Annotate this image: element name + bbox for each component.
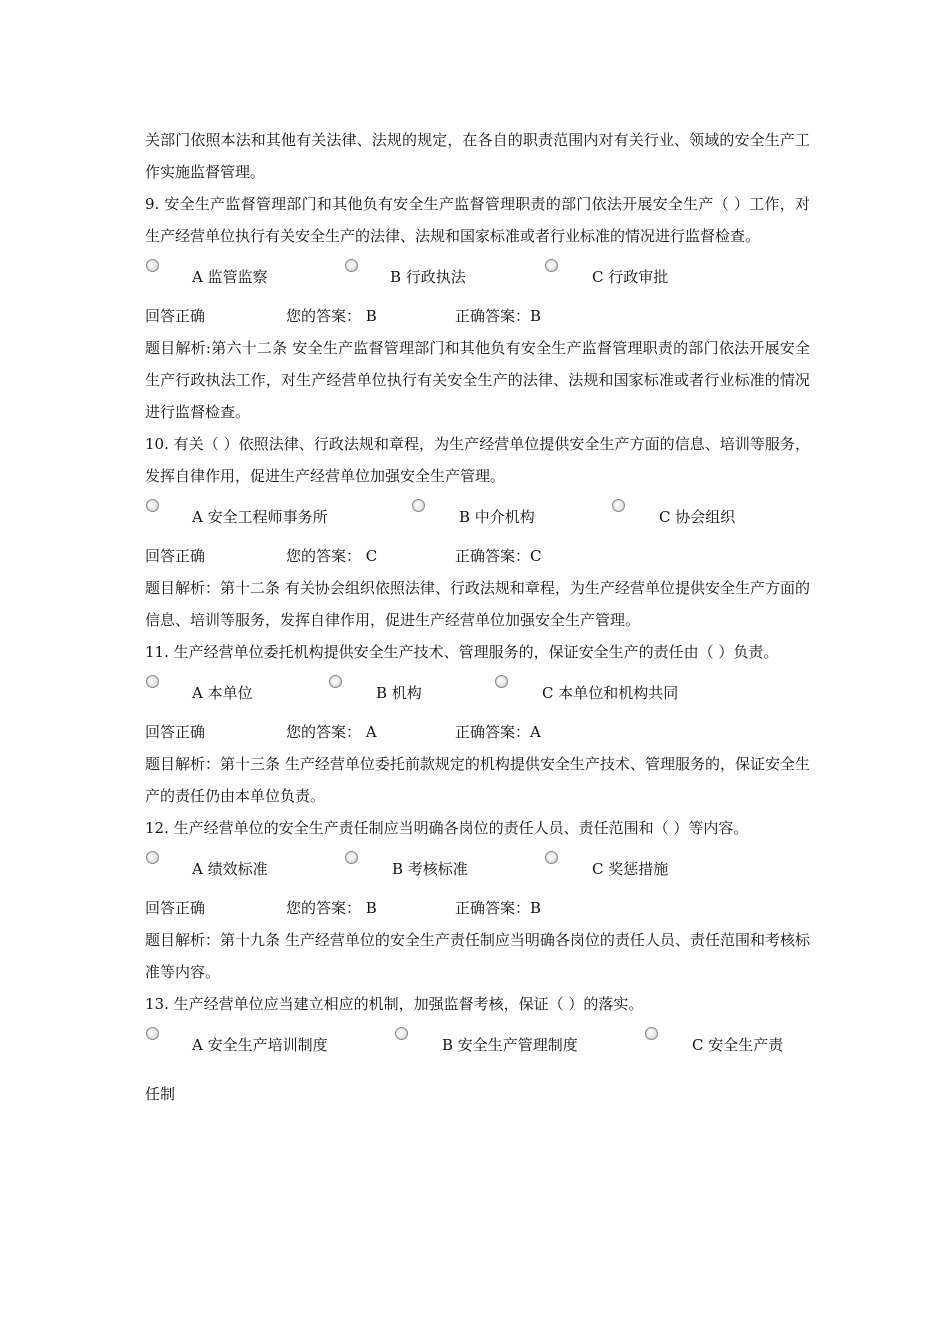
radio-button[interactable]	[395, 1027, 408, 1040]
option-label: C 安全生产责	[692, 1036, 784, 1054]
result-row	[145, 300, 810, 332]
your-answer: 您的答案： B	[286, 307, 377, 325]
question-12	[145, 812, 810, 988]
analysis-text: 题目解析：第十三条 生产经营单位委托前款规定的机构提供安全生产技术、管理服务的，保证安全生产的责任仍由本单位负责。	[145, 755, 810, 805]
radio-button[interactable]	[345, 851, 358, 864]
continuation-paragraph: 关部门依照本法和其他有关法律、法规的规定，在各自的职责范围内对有关行业、领域的安全生产工作实施监督管理。	[145, 131, 810, 181]
question-text: 10. 有关（ ）依照法律、行政法规和章程，为生产经营单位提供安全生产方面的信息、培训等服务，发挥自律作用，促进生产经营单位加强安全生产管理。	[145, 435, 810, 485]
option-label: A 监管监察	[192, 268, 268, 286]
option-label: A 安全工程师事务所	[192, 508, 328, 526]
question-10	[145, 428, 810, 636]
option-label: B 安全生产管理制度	[442, 1036, 578, 1054]
question-9	[145, 188, 810, 428]
option-label: C 协会组织	[659, 508, 736, 526]
option-label: C 奖惩措施	[592, 860, 669, 878]
status-text: 回答正确	[145, 547, 206, 565]
status-text: 回答正确	[145, 899, 206, 917]
your-answer: 您的答案： A	[286, 723, 377, 741]
correct-answer: 正确答案：B	[455, 307, 542, 325]
radio-button[interactable]	[545, 851, 558, 864]
correct-answer: 正确答案：C	[455, 547, 542, 565]
document-page	[145, 124, 810, 1125]
radio-button[interactable]	[645, 1027, 658, 1040]
question-11	[145, 636, 810, 812]
radio-button[interactable]	[412, 499, 425, 512]
analysis-text: 题目解析：第十二条 有关协会组织依照法律、行政法规和章程，为生产经营单位提供安全生产方面的信息、培训等服务，发挥自律作用，促进生产经营单位加强安全生产管理。	[145, 579, 810, 629]
analysis-text: 题目解析:第六十二条 安全生产监督管理部门和其他负有安全生产监督管理职责的部门依法开展安全生产行政执法工作，对生产经营单位执行有关安全生产的法律、法规和国家标准或者行业标准的情况进行监督检查。	[145, 339, 810, 421]
question-text: 11. 生产经营单位委托机构提供安全生产技术、管理服务的，保证安全生产的责任由（ ）负责。	[145, 643, 779, 661]
question-text: 13. 生产经营单位应当建立相应的机制，加强监督考核，保证（ ）的落实。	[145, 995, 644, 1013]
analysis-text: 题目解析：第十九条 生产经营单位的安全生产责任制应当明确各岗位的责任人员、责任范围和考核标准等内容。	[145, 931, 810, 981]
status-text: 回答正确	[145, 307, 206, 325]
option-label: C 行政审批	[592, 268, 669, 286]
option-label: C 本单位和机构共同	[542, 684, 679, 702]
options-row	[145, 672, 810, 716]
radio-button[interactable]	[146, 675, 159, 688]
option-label: B 考核标准	[392, 860, 468, 878]
correct-answer: 正确答案：A	[455, 723, 541, 741]
options-row	[145, 848, 810, 892]
radio-button[interactable]	[146, 499, 159, 512]
option-label: A 安全生产培训制度	[192, 1036, 328, 1054]
status-text: 回答正确	[145, 723, 206, 741]
radio-button[interactable]	[495, 675, 508, 688]
correct-answer: 正确答案：B	[455, 899, 542, 917]
result-row	[145, 892, 810, 924]
question-text: 12. 生产经营单位的安全生产责任制应当明确各岗位的责任人员、责任范围和（ ）等内容。	[145, 819, 749, 837]
result-row	[145, 716, 810, 748]
radio-button[interactable]	[545, 259, 558, 272]
radio-button[interactable]	[146, 259, 159, 272]
options-row	[145, 496, 810, 540]
radio-button[interactable]	[146, 1027, 159, 1040]
radio-button[interactable]	[329, 675, 342, 688]
options-row	[145, 256, 810, 300]
option-label: B 行政执法	[390, 268, 466, 286]
question-13	[145, 988, 810, 1110]
option-label: A 本单位	[192, 684, 253, 702]
your-answer: 您的答案： B	[286, 899, 377, 917]
radio-button[interactable]	[612, 499, 625, 512]
option-label: B 机构	[376, 684, 422, 702]
options-row	[145, 1024, 810, 1068]
your-answer: 您的答案： C	[286, 547, 378, 565]
radio-button[interactable]	[146, 851, 159, 864]
result-row	[145, 540, 810, 572]
option-label: A 绩效标准	[192, 860, 268, 878]
option-label: B 中介机构	[459, 508, 535, 526]
radio-button[interactable]	[345, 259, 358, 272]
option-c-continuation: 任制	[145, 1085, 176, 1103]
question-text: 9. 安全生产监督管理部门和其他负有安全生产监督管理职责的部门依法开展安全生产（ ）工作，对生产经营单位执行有关安全生产的法律、法规和国家标准或者行业标准的情况进行监督检查。	[145, 195, 810, 245]
